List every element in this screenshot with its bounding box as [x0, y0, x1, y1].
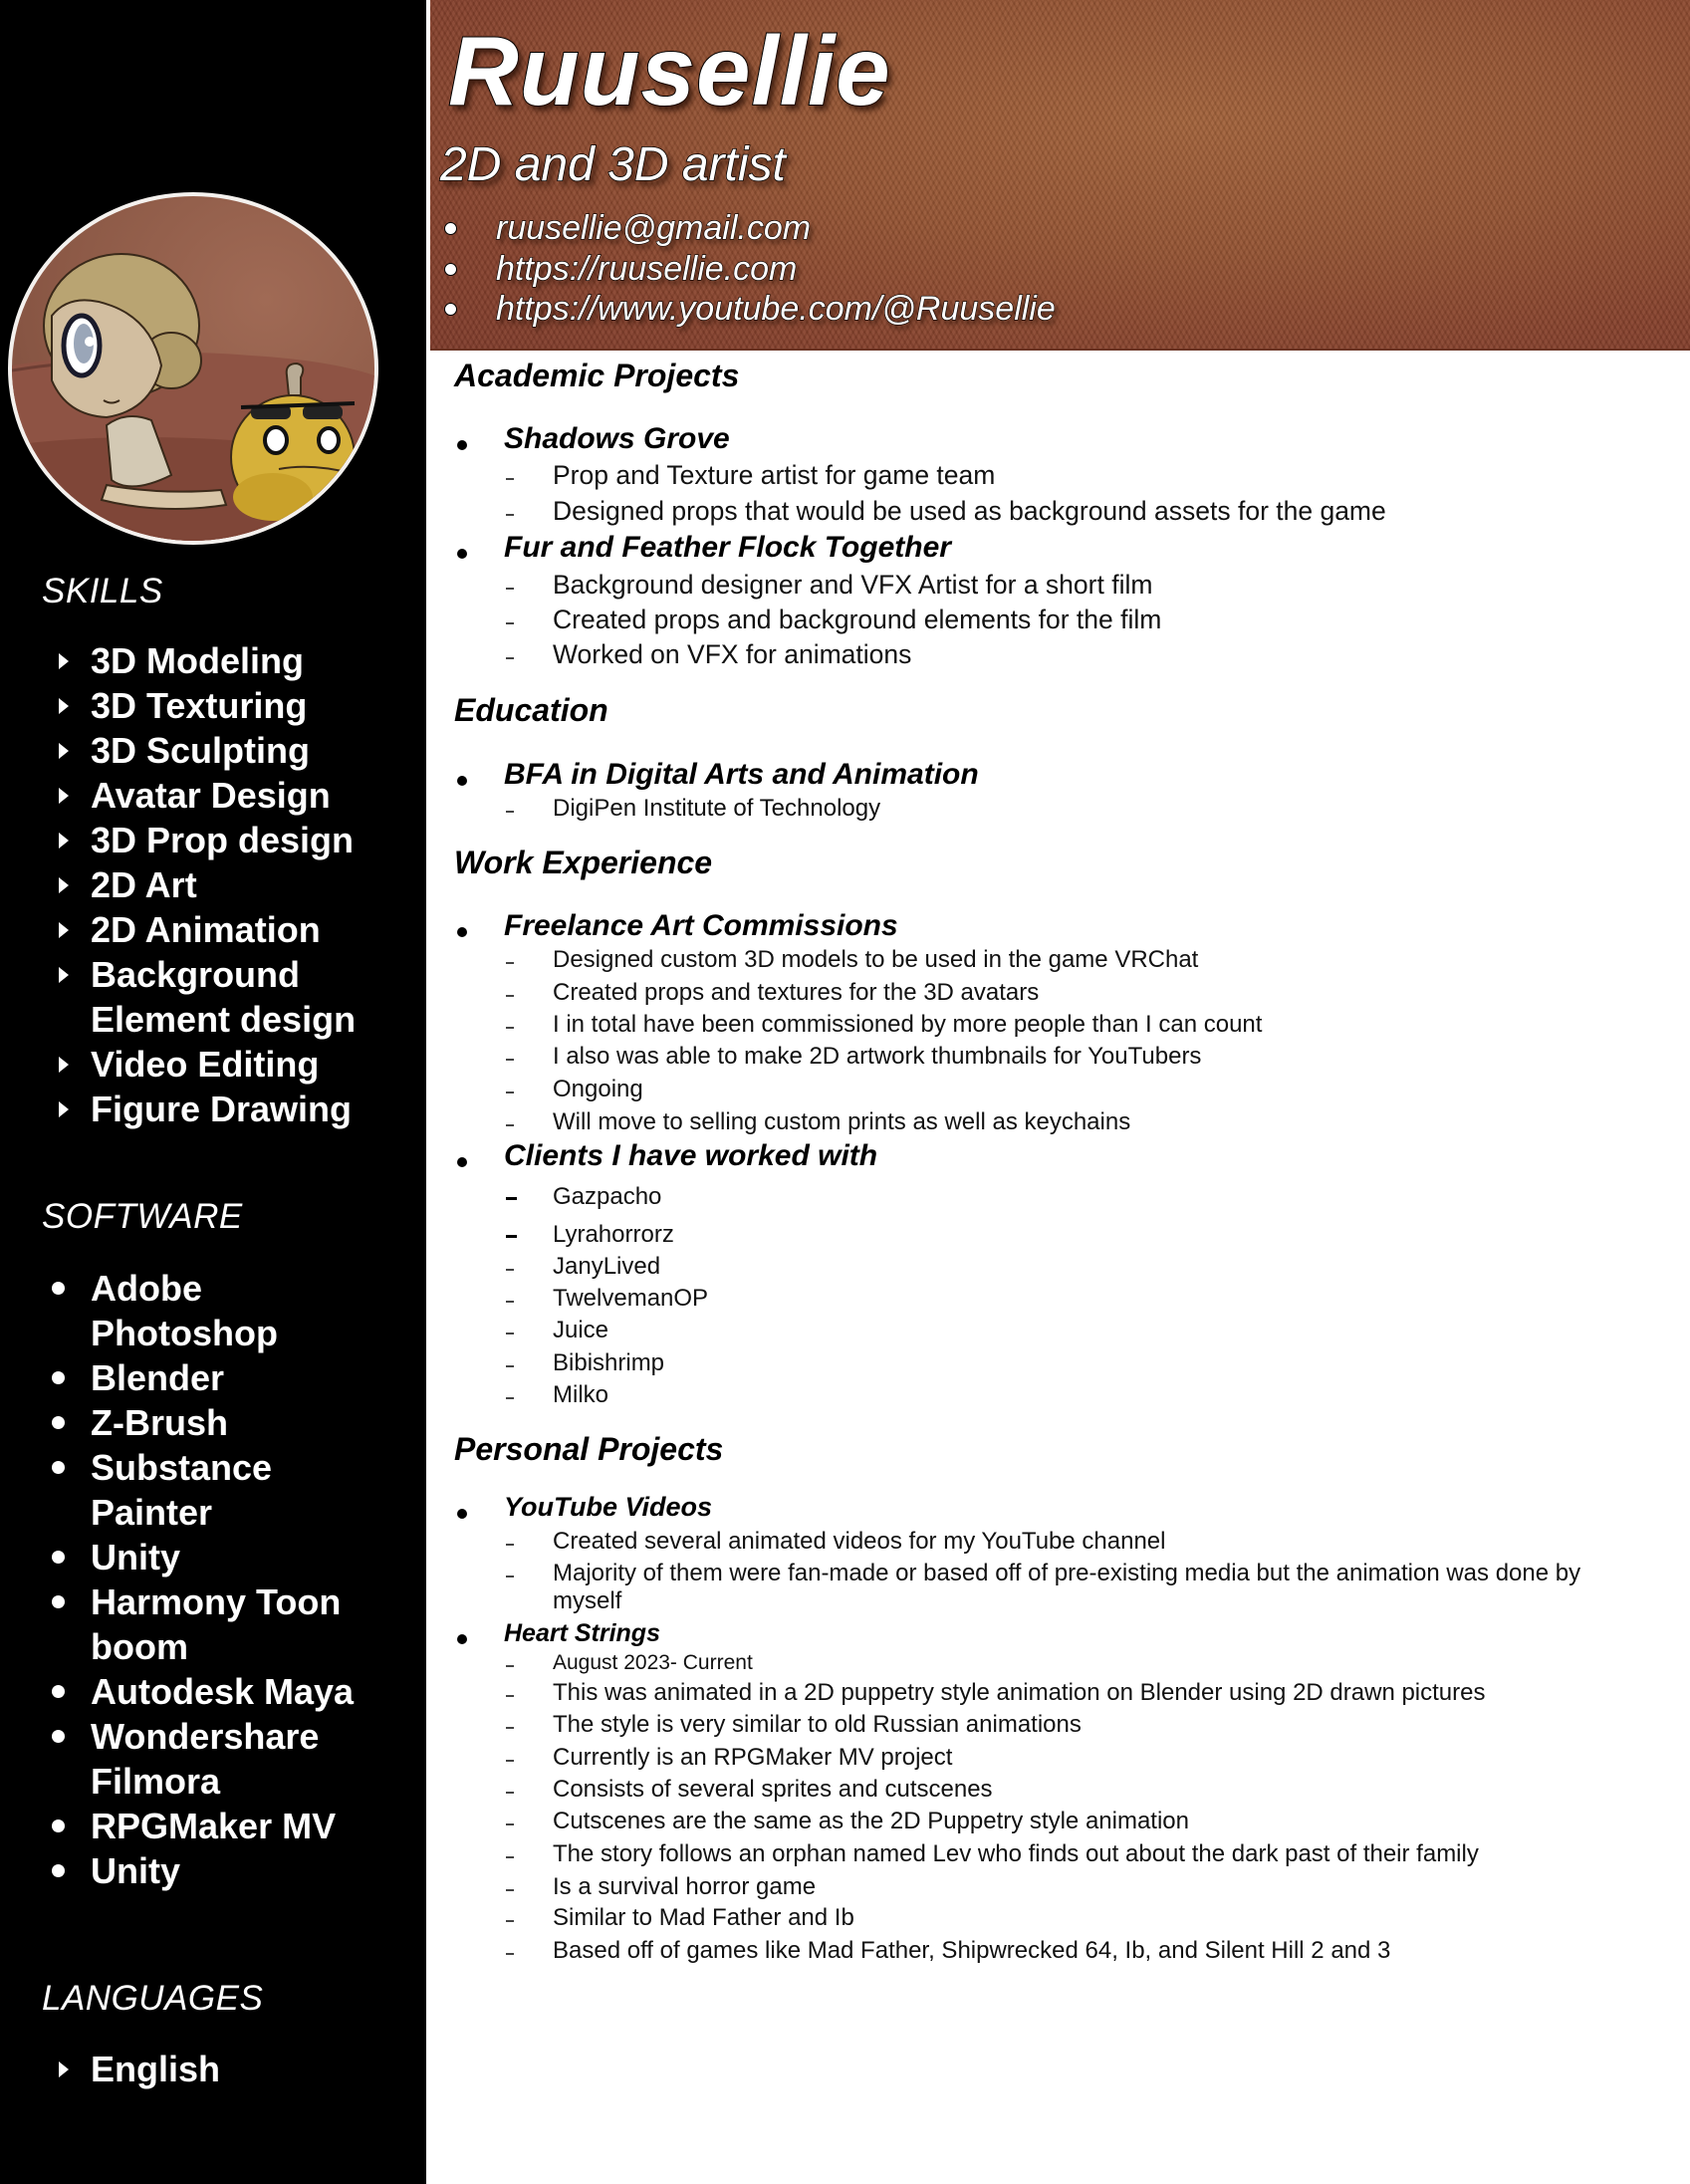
- dash-icon: [506, 1365, 514, 1367]
- section-heading-personal: Personal Projects: [454, 1431, 724, 1467]
- section-heading-work: Work Experience: [454, 845, 713, 880]
- detail-line: Designed custom 3D models to be used in the game VRChat: [553, 946, 1199, 973]
- detail-line: Prop and Texture artist for game team: [553, 460, 996, 490]
- bullet-dot-icon: [457, 1157, 467, 1167]
- website-link[interactable]: https://ruusellie.com: [496, 249, 798, 288]
- triangle-bullet-icon: [54, 952, 74, 997]
- bullet-dot-icon: [54, 1266, 74, 1311]
- contact-list: [440, 208, 1056, 330]
- bullet-dot-icon: [54, 1848, 74, 1893]
- detail-line: Similar to Mad Father and Ib: [553, 1904, 854, 1931]
- sidebar: [0, 0, 426, 2184]
- detail-line: Ongoing: [553, 1076, 643, 1102]
- dash-icon: [506, 1576, 514, 1577]
- dash-icon: [506, 1889, 514, 1891]
- avatar-illustration-icon: [12, 196, 374, 541]
- dash-icon: [506, 1953, 514, 1955]
- bullet-dot-icon: [54, 1669, 74, 1714]
- detail-line: I also was able to make 2D artwork thumbnails for YouTubers: [553, 1043, 1202, 1070]
- detail-line: DigiPen Institute of Technology: [553, 795, 881, 822]
- client-name: Lyrahorrorz: [553, 1221, 674, 1248]
- bullet-dot-icon: [444, 303, 457, 316]
- skill-item: Background Element design: [0, 952, 360, 1042]
- client-name: Gazpacho: [553, 1183, 662, 1210]
- skills-heading: SKILLS: [42, 572, 163, 610]
- job-title: Freelance Art Commissions: [504, 909, 898, 942]
- skill-item: 3D Prop design: [0, 818, 389, 862]
- bullet-dot-icon: [457, 776, 467, 786]
- bullet-dot-icon: [444, 263, 457, 276]
- dash-icon: [506, 1124, 514, 1126]
- bullet-dot-icon: [457, 549, 467, 559]
- software-heading: SOFTWARE: [42, 1197, 243, 1236]
- client-name: TwelvemanOP: [553, 1285, 709, 1312]
- detail-line: Consists of several sprites and cutscenes: [553, 1776, 993, 1803]
- contact-youtube[interactable]: [440, 289, 1056, 330]
- detail-line: Cutscenes are the same as the 2D Puppetry style animation: [553, 1808, 1189, 1834]
- skill-item: 2D Animation: [0, 907, 389, 952]
- dash-icon: [506, 1792, 514, 1794]
- skill-item: Avatar Design: [0, 773, 389, 818]
- contact-website[interactable]: [440, 249, 1056, 290]
- skill-item: Figure Drawing: [0, 1087, 389, 1131]
- skill-item: 2D Art: [0, 862, 389, 907]
- detail-line: Based off of games like Mad Father, Shipwrecked 64, Ib, and Silent Hill 2 and 3: [553, 1937, 1391, 1964]
- dash-icon: [506, 995, 514, 997]
- software-item: Unity: [0, 1848, 389, 1893]
- bullet-dot-icon: [457, 1634, 467, 1644]
- software-item: Blender: [0, 1355, 389, 1400]
- bullet-dot-icon: [54, 1535, 74, 1579]
- language-item: English: [0, 2047, 389, 2091]
- software-item: RPGMaker MV: [0, 1804, 389, 1848]
- dash-icon: [506, 1197, 517, 1200]
- triangle-bullet-icon: [54, 1087, 74, 1131]
- dash-icon: [506, 1727, 514, 1729]
- detail-line: Will move to selling custom prints as well as keychains: [553, 1108, 1131, 1135]
- dash-icon: [506, 514, 514, 516]
- bullet-dot-icon: [54, 1579, 74, 1624]
- skill-item: Video Editing: [0, 1042, 389, 1087]
- dash-icon: [506, 1920, 514, 1922]
- software-item: Z-Brush: [0, 1400, 389, 1445]
- detail-line: Is a survival horror game: [553, 1873, 817, 1900]
- detail-line: Designed props that would be used as background assets for the game: [553, 496, 1386, 526]
- software-item: Substance Painter: [0, 1445, 310, 1535]
- skill-item: 3D Modeling: [0, 638, 389, 683]
- degree-title: BFA in Digital Arts and Animation: [504, 758, 979, 791]
- project-title: Fur and Feather Flock Together: [504, 531, 951, 564]
- avatar: [8, 192, 378, 545]
- bullet-dot-icon: [54, 1355, 74, 1400]
- dash-icon: [506, 1856, 514, 1858]
- dash-icon: [506, 962, 514, 964]
- dash-icon: [506, 478, 514, 480]
- detail-line: Majority of them were fan-made or based off of pre-existing media but the animation was done by: [553, 1560, 1581, 1586]
- detail-line: Worked on VFX for animations: [553, 639, 912, 669]
- detail-line: This was animated in a 2D puppetry style animation on Blender using 2D drawn pictures: [553, 1679, 1486, 1706]
- job-title: 2D and 3D artist: [440, 138, 786, 191]
- dash-icon: [506, 1092, 514, 1093]
- dash-icon: [506, 588, 514, 590]
- client-name: Juice: [553, 1317, 609, 1343]
- languages-list: [0, 2047, 426, 2091]
- bullet-dot-icon: [54, 1714, 74, 1759]
- bullet-dot-icon: [457, 440, 467, 450]
- email-link[interactable]: ruusellie@gmail.com: [496, 209, 812, 247]
- triangle-bullet-icon: [54, 728, 74, 773]
- detail-line-continued: myself: [553, 1587, 622, 1614]
- triangle-bullet-icon: [54, 638, 74, 683]
- dash-icon: [506, 1760, 514, 1762]
- client-name: JanyLived: [553, 1253, 661, 1280]
- detail-line: The style is very similar to old Russian animations: [553, 1711, 1082, 1738]
- bullet-dot-icon: [444, 222, 457, 235]
- dash-icon: [506, 1333, 514, 1335]
- dash-icon: [506, 1665, 514, 1667]
- software-item: Unity: [0, 1535, 389, 1579]
- bullet-dot-icon: [54, 1400, 74, 1445]
- contact-email[interactable]: [440, 208, 1056, 249]
- dash-icon: [506, 1397, 514, 1399]
- detail-line: Created props and textures for the 3D avatars: [553, 979, 1040, 1006]
- detail-line: I in total have been commissioned by more people than I can count: [553, 1011, 1263, 1038]
- dash-icon: [506, 811, 514, 813]
- languages-heading: LANGUAGES: [42, 1979, 264, 2018]
- bullet-dot-icon: [54, 1804, 74, 1848]
- triangle-bullet-icon: [54, 683, 74, 728]
- triangle-bullet-icon: [54, 907, 74, 952]
- software-item: Adobe Photoshop: [0, 1266, 310, 1355]
- project-title: YouTube Videos: [504, 1492, 713, 1522]
- dash-icon: [506, 622, 514, 624]
- section-heading-education: Education: [454, 692, 608, 728]
- dash-icon: [506, 1695, 514, 1697]
- clients-title: Clients I have worked with: [504, 1139, 878, 1172]
- triangle-bullet-icon: [54, 818, 74, 862]
- detail-line: The story follows an orphan named Lev who finds out about the dark past of their family: [553, 1840, 1479, 1867]
- detail-line: Created props and background elements for the film: [553, 605, 1162, 634]
- project-title: Shadows Grove: [504, 422, 730, 455]
- triangle-bullet-icon: [54, 862, 74, 907]
- youtube-link[interactable]: https://www.youtube.com/@Ruusellie: [496, 290, 1056, 328]
- triangle-bullet-icon: [54, 1042, 74, 1087]
- software-item: Autodesk Maya: [0, 1669, 409, 1714]
- detail-line: Background designer and VFX Artist for a short film: [553, 570, 1153, 600]
- dash-icon: [506, 1301, 514, 1303]
- dash-icon: [506, 1544, 514, 1546]
- bullet-dot-icon: [457, 927, 467, 937]
- software-item: Harmony Toon boom: [0, 1579, 355, 1669]
- dash-icon: [506, 1059, 514, 1061]
- dash-icon: [506, 1235, 517, 1238]
- section-heading-academic: Academic Projects: [454, 358, 740, 393]
- project-title: Heart Strings: [504, 1619, 660, 1647]
- page-title: Ruusellie: [448, 16, 891, 125]
- detail-line: Created several animated videos for my YouTube channel: [553, 1528, 1166, 1555]
- software-list: [0, 1266, 426, 1893]
- bullet-dot-icon: [457, 1509, 467, 1519]
- client-name: Bibishrimp: [553, 1349, 665, 1376]
- dash-icon: [506, 1027, 514, 1029]
- triangle-bullet-icon: [54, 773, 74, 818]
- dash-icon: [506, 657, 514, 659]
- detail-line: Currently is an RPGMaker MV project: [553, 1744, 953, 1771]
- dash-icon: [506, 1823, 514, 1825]
- software-item: Wondershare Filmora: [0, 1714, 340, 1804]
- detail-line: August 2023- Current: [553, 1651, 753, 1674]
- bullet-dot-icon: [54, 1445, 74, 1490]
- dash-icon: [506, 1269, 514, 1271]
- skill-item: 3D Sculpting: [0, 728, 389, 773]
- header-banner: [430, 0, 1690, 351]
- client-name: Milko: [553, 1381, 609, 1408]
- triangle-bullet-icon: [54, 2047, 74, 2091]
- skills-list: [0, 638, 426, 1131]
- skill-item: 3D Texturing: [0, 683, 389, 728]
